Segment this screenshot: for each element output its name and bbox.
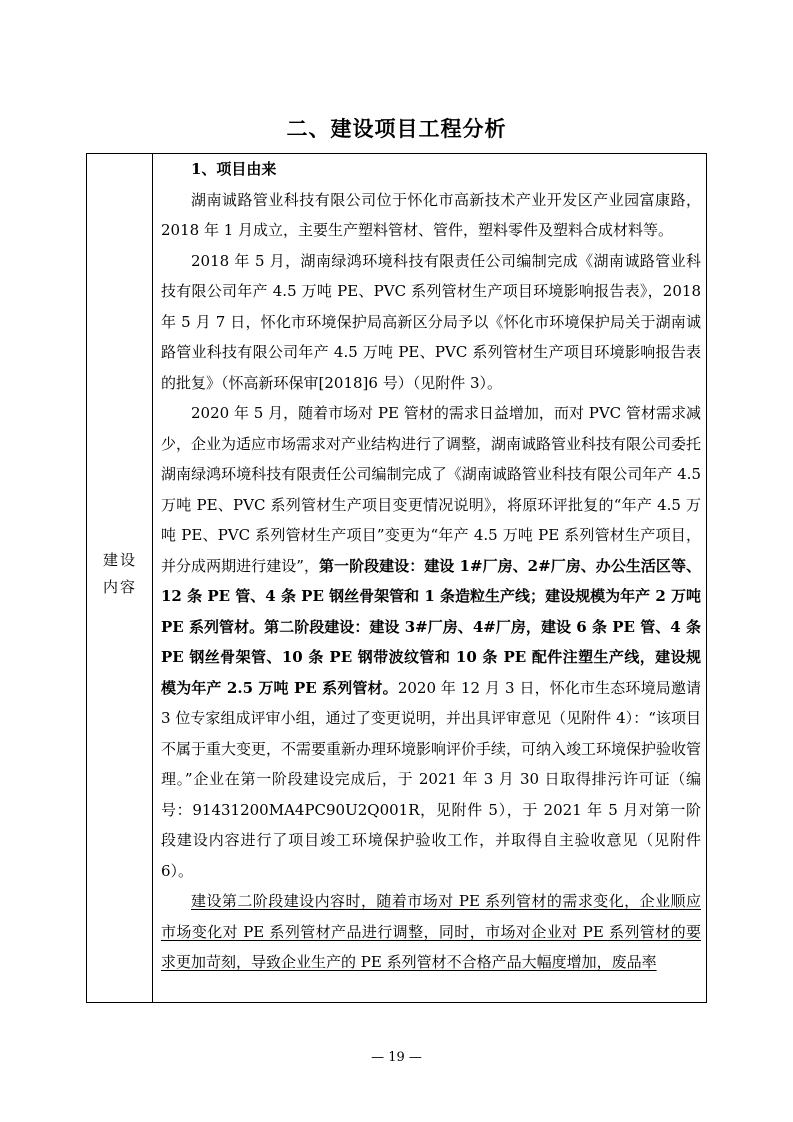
- page-title: 二、建设项目工程分析: [286, 117, 507, 141]
- paragraph-4: 建设第二阶段建设内容时，随着市场对 PE 系列管材的需求变化，企业顺应市场变化对 PE 系列管材产品进行调整，同时，市场对企业对 PE 系列管材的要求更加苛刻，导致企业生产的 PE 系列管材不合格产品大幅度增加，废品率: [161, 892, 701, 971]
- paragraph-3: [161, 398, 701, 886]
- row-label-cell: [87, 154, 153, 1002]
- paragraph-3-rest: 2020 年 12 月 3 日，怀化市生态环境局邀请 3 位专家组成评审小组，通过了变更说明，并出具评审意见（见附件 4）：“该项目不属于重大变更，不需要重新办理环境影响评价手续，可纳入竣工环境保护验收管理。”企业在第一阶段建设完成后，于 2021 年 3 月 30 日取得排污许可证（编号：91431200MA4PC90U2Q001R，见附件 5），于 2021 年 5 月对第一阶段建设内容进行了项目竣工环境保护验收工作，并取得自主验收意见（见附件 6）。: [161, 678, 702, 880]
- paragraph-3-bold: 第一阶段建设：建设 1#厂房、2#厂房、办公生活区等、12 条 PE 管、4 条 PE 钢丝骨架管和 1 条造粒生产线；建设规模为年产 2 万吨 PE 系列管材。第二阶段建设：建设 3#厂房、4#厂房，建设 6 条 PE 管、4 条 PE 钢丝骨架管、10 条 PE 钢带波纹管和 10 条 PE 配件注塑生产线，建设规模为年产 2.5 万吨 PE 系列管材。: [161, 556, 701, 697]
- section-heading: 1、项目由来: [191, 160, 277, 178]
- row-label: 建设 内容: [102, 551, 137, 596]
- content-cell: [161, 154, 701, 978]
- paragraph-1: 湖南诚路管业科技有限公司位于怀化市高新技术产业开发区产业园富康路，2018 年 1 月成立，主要生产塑料管材、管件，塑料零件及塑料合成材料等。: [161, 190, 701, 239]
- paragraph-2: 2018 年 5 月，湖南绿鸿环境科技有限责任公司编制完成《湖南诚路管业科技有限公司年产 4.5 万吨 PE、PVC 系列管材生产项目环境影响报告表》，2018 年 5 月 7 日，怀化市环境保护局高新区分局予以《怀化市环境保护局关于湖南诚路管业科技有限公司年产 4.5 万吨 PE、PVC 系列管材生产项目环境影响报告表的批复》（怀高新环保审[2018]6 号）（见附件 3）。: [161, 251, 701, 392]
- paragraph-3-intro: 2020 年 5 月，随着市场对 PE 管材的需求日益增加，而对 PVC 管材需求减少，企业为适应市场需求对产业结构进行了调整，湖南诚路管业科技有限公司委托湖南绿鸿环境科技有限责任公司编制完成了《湖南诚路管业科技有限公司年产 4.5 万吨 PE、PVC 系列管材生产项目变更情况说明》，将原环评批复的“年产 4.5 万吨 PE、PVC 系列管材生产项目”变更为“年产 4.5 万吨 PE 系列管材生产项目，并分成两期进行建设”，: [161, 404, 702, 575]
- content-table: [86, 153, 707, 1003]
- page-number: — 19 —: [371, 1050, 422, 1065]
